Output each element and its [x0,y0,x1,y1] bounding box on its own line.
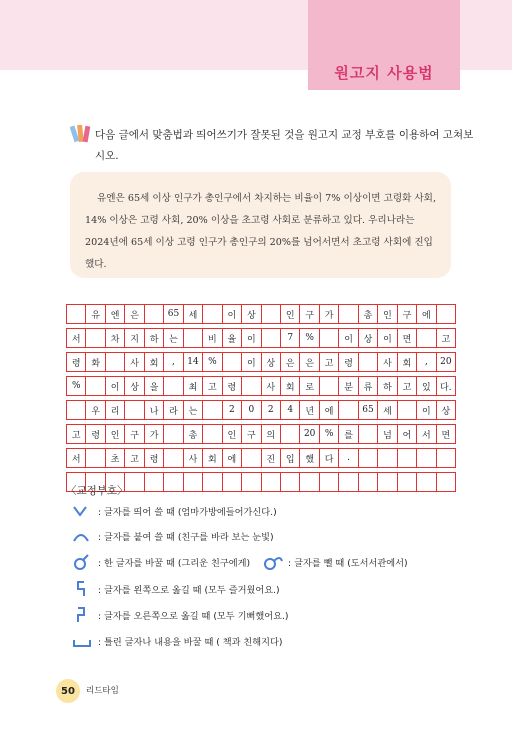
grid-cell [86,377,105,395]
grid-cell [262,329,281,347]
grid-cell: 총 [359,305,378,323]
grid-cell: 에 [417,305,436,323]
grid-cell: 서 [417,425,436,443]
grid-cell: 는 [184,401,203,419]
grid-cell: 사 [125,353,144,371]
grid-cell [417,473,436,491]
grid-cell: 어 [398,425,417,443]
grid-cell: 7 [281,329,300,347]
grid-cell: 있 [417,377,436,395]
grid-row [66,424,456,444]
grid-row [66,328,456,348]
grid-cell [281,425,300,443]
legend-text-replace: : 한 글자를 바꿀 때 (그리운 친구에게) [98,558,251,569]
grid-cell: 다 [320,449,339,467]
grid-cell [398,449,417,467]
grid-cell: 상 [125,377,144,395]
grid-cell: 고 [67,425,86,443]
legend-text-join: : 글자를 붙여 쓸 때 (친구를 바라 보는 눈빛) [98,532,274,543]
join-mark-icon [70,527,94,545]
move-right-icon [70,606,94,624]
grid-cell: 14 [184,353,203,371]
legend-title: 〈교정부호〉 [66,485,128,497]
legend-text-move-right: : 글자를 오른쪽으로 옮길 때 (모두 기뻐했어요.) [98,611,289,622]
grid-cell: 했 [300,449,319,467]
legend-text-change: : 틀린 글자나 내용을 바꿀 때 ( 책과 친해지다) [98,637,283,648]
grid-cell [398,473,417,491]
grid-cell [378,473,397,491]
grid-cell: 은 [125,305,144,323]
grid-cell: 이 [242,329,261,347]
grid-cell: 령 [86,425,105,443]
grid-cell [242,449,261,467]
grid-cell: 65 [359,401,378,419]
grid-cell: 령 [145,449,164,467]
grid-cell: 구 [125,425,144,443]
grid-cell: 류 [359,377,378,395]
grid-row [66,400,456,420]
grid-cell [203,425,222,443]
grid-cell: 총 [184,425,203,443]
legend-item-join [70,527,274,545]
grid-cell: 사 [378,353,397,371]
grid-cell [223,473,242,491]
grid-cell [398,401,417,419]
grid-cell [106,353,125,371]
grid-cell: 사 [184,449,203,467]
grid-cell [242,473,261,491]
grid-cell: 이 [106,377,125,395]
grid-cell: 이 [242,353,261,371]
grid-cell: 령 [67,353,86,371]
grid-cell: 하 [378,377,397,395]
grid-cell: 65 [164,305,183,323]
grid-cell [320,473,339,491]
legend-item-move-left [70,580,280,598]
legend-text-space: : 글자를 띄어 쓸 때 (엄마가방에들어가신다.) [98,507,277,518]
grid-cell: 진 [262,449,281,467]
grid-cell: 엔 [106,305,125,323]
grid-cell: 고 [398,377,417,395]
grid-cell: 이 [378,329,397,347]
grid-cell [281,473,300,491]
grid-cell: 2 [223,401,242,419]
grid-cell: 구 [398,305,417,323]
replace-mark-icon [70,553,94,571]
grid-cell [164,425,183,443]
grid-cell: 넘 [378,425,397,443]
grid-cell: 율 [223,329,242,347]
grid-cell [164,377,183,395]
grid-row [66,448,456,468]
grid-cell: 4 [281,401,300,419]
grid-cell [86,449,105,467]
grid-cell: 년 [300,401,319,419]
grid-row [66,352,456,372]
grid-cell: 은 [281,353,300,371]
grid-cell: 로 [300,377,319,395]
grid-cell: % [67,377,86,395]
grid-cell: 면 [398,329,417,347]
grid-cell: 인 [378,305,397,323]
grid-cell: 사 [262,377,281,395]
grid-cell: 고 [203,377,222,395]
grid-cell: 0 [242,401,261,419]
grid-cell: 리 [106,401,125,419]
grid-cell: 회 [203,449,222,467]
instruction-text: 다음 글에서 맞춤법과 띄어쓰기가 잘못된 것을 원고지 교정 부호를 이용하여 고쳐보시오. [95,129,474,162]
legend-item-space [70,502,277,520]
grid-cell: 고 [441,334,451,345]
change-text-icon [70,632,94,650]
grid-cell: 유 [86,305,105,323]
grid-cell: 나 [145,401,164,419]
grid-cell: 구 [242,425,261,443]
page-number: 50 [56,679,80,703]
grid-cell [164,473,183,491]
grid-cell: % [320,425,339,443]
grid-cell: 20 [440,357,452,367]
manuscript-grid [66,304,456,496]
grid-cell: 서 [67,449,86,467]
grid-cell: , [164,353,183,371]
grid-cell: 서 [67,329,86,347]
grid-cell [320,329,339,347]
grid-cell: 다. [440,382,452,393]
grid-cell [203,401,222,419]
grid-cell: 을 [145,377,164,395]
grid-cell [262,473,281,491]
grid-cell: 이 [223,305,242,323]
grid-cell [339,401,358,419]
grid-cell: 상 [359,329,378,347]
grid-cell: 는 [164,329,183,347]
grid-cell [184,473,203,491]
grid-cell: 이 [417,401,436,419]
grid-cell [437,449,455,467]
grid-cell: 면 [441,430,451,441]
grid-cell [67,401,86,419]
grid-cell [145,473,164,491]
grid-cell: 령 [223,377,242,395]
grid-cell: 회 [281,377,300,395]
grid-cell [203,305,222,323]
grid-cell: 지 [125,329,144,347]
pencils-icon [70,122,92,146]
grid-cell: 인 [223,425,242,443]
grid-cell: 비 [203,329,222,347]
grid-cell: 차 [106,329,125,347]
grid-cell [145,305,164,323]
grid-cell [262,305,281,323]
grid-cell [86,329,105,347]
grid-cell: 세 [184,305,203,323]
grid-cell: 분 [339,377,358,395]
publisher-name: 리드타임 [86,686,119,696]
grid-cell [164,449,183,467]
grid-cell: 세 [378,401,397,419]
grid-cell: , [417,353,436,371]
grid-cell: 라 [164,401,183,419]
grid-cell: 은 [300,353,319,371]
grid-cell [417,329,436,347]
grid-cell: % [203,353,222,371]
grid-cell [359,449,378,467]
grid-cell: 화 [86,353,105,371]
grid-cell: 고 [320,353,339,371]
grid-cell: 회 [145,353,164,371]
grid-cell [300,473,319,491]
grid-cell [223,353,242,371]
grid-cell [378,449,397,467]
move-left-icon [70,580,94,598]
grid-row [66,304,456,324]
grid-cell: 20 [300,425,319,443]
delete-mark-icon [260,553,284,571]
page-title: 원고지 사용법 [334,64,434,82]
grid-cell: 가 [320,305,339,323]
grid-cell: 상 [441,406,451,417]
grid-cell: 의 [262,425,281,443]
grid-cell: 상 [262,353,281,371]
grid-cell: 에 [223,449,242,467]
grid-cell [359,473,378,491]
grid-cell [125,473,144,491]
grid-cell: % [300,329,319,347]
grid-cell [184,329,203,347]
grid-cell [242,377,261,395]
grid-cell [437,473,455,491]
grid-cell: 구 [300,305,319,323]
grid-cell: 2 [262,401,281,419]
legend-item-change [70,632,283,650]
grid-cell: 를 [339,425,358,443]
grid-cell: 입 [281,449,300,467]
grid-cell: 하 [145,329,164,347]
legend-item-replace [70,553,408,571]
grid-cell [320,377,339,395]
grid-cell [203,473,222,491]
grid-cell [125,401,144,419]
legend-item-move-right [70,606,288,624]
grid-cell: 인 [106,425,125,443]
grid-cell: 가 [145,425,164,443]
grid-row [66,376,456,396]
grid-cell [359,425,378,443]
grid-cell: 우 [86,401,105,419]
grid-cell: 초 [106,449,125,467]
grid-cell [417,449,436,467]
legend-text-move-left: : 글자를 왼쪽으로 옮길 때 (모두 즐거웠어요.) [98,585,280,596]
space-mark-icon [70,502,94,520]
grid-cell: 이 [339,329,358,347]
legend-text-delete: : 글자를 뺄 때 (도서서관에서) [288,558,408,569]
grid-cell: 회 [398,353,417,371]
grid-cell: 인 [281,305,300,323]
grid-cell: 상 [242,305,261,323]
grid-cell: 에 [320,401,339,419]
grid-cell [339,473,358,491]
grid-cell: . [339,449,358,467]
grid-cell [339,305,358,323]
grid-cell [67,305,86,323]
grid-cell: 고 [125,449,144,467]
grid-cell [437,305,455,323]
grid-cell [359,353,378,371]
grid-cell: 령 [339,353,358,371]
passage-text: 유엔은 65세 이상 인구가 총인구에서 차지하는 비율이 7% 이상이면 고령화 사회, 14% 이상은 고령 사회, 20% 이상을 초고령 사회로 분류하고 있다. 우리나라는 2024년에 65세 이상 고령 인구가 총인구의 20%를 넘어서면서 초고령 사회에 진입했다. [85,193,436,270]
grid-cell: 최 [184,377,203,395]
